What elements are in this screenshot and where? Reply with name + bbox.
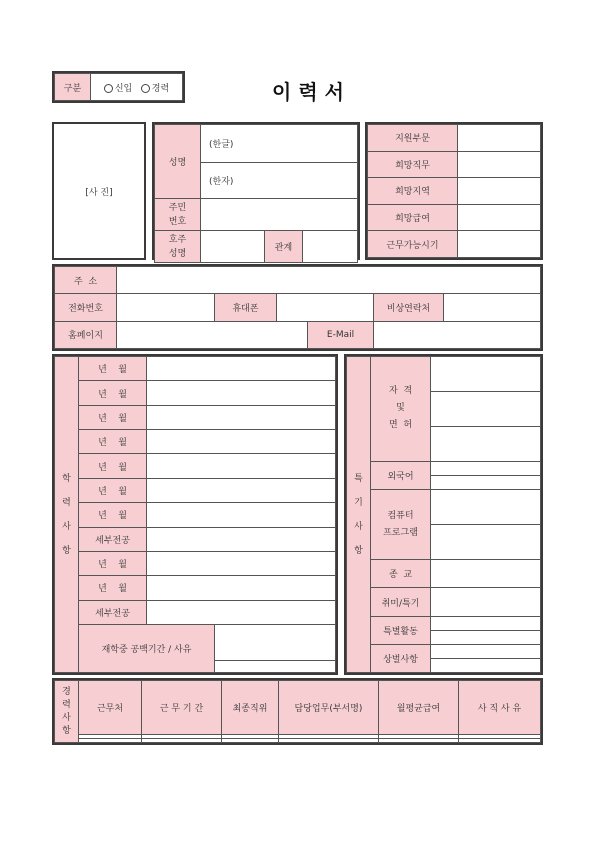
computer-field[interactable] <box>431 489 541 524</box>
education-box <box>52 354 338 675</box>
desired-row-field[interactable] <box>458 231 541 258</box>
desired-row-field[interactable] <box>458 151 541 178</box>
year-month-label: 년 월 <box>79 503 147 527</box>
desired-row-label: 희망직무 <box>368 151 458 178</box>
education-entry-field[interactable] <box>147 454 336 478</box>
name-hanja-field[interactable]: (한자) <box>201 163 358 199</box>
year-month-label: 년 월 <box>79 576 147 600</box>
photo-box <box>52 122 146 260</box>
major-label: 세부전공 <box>79 527 147 551</box>
relation-field[interactable] <box>303 231 358 263</box>
major-field[interactable] <box>147 600 336 624</box>
desired-row-field[interactable] <box>458 125 541 152</box>
option-career-label: 경력 <box>151 83 170 94</box>
desired-row-label: 지원부문 <box>368 125 458 152</box>
awards-label: 상벌사항 <box>371 644 431 672</box>
relation-label: 관계 <box>265 231 303 263</box>
religion-label: 종 교 <box>371 560 431 588</box>
license-field[interactable] <box>431 391 541 426</box>
career-col-position: 최종직위 <box>222 681 279 735</box>
career-cell[interactable] <box>379 739 459 743</box>
career-section-label: 경 력 사 항 <box>55 681 79 743</box>
career-cell[interactable] <box>279 739 379 743</box>
year-month-label: 년 월 <box>79 454 147 478</box>
year-month-label: 년 월 <box>79 551 147 575</box>
activities-field[interactable] <box>431 616 541 630</box>
education-section-label: 학 력 사 항 <box>55 357 79 673</box>
phone-field[interactable] <box>117 294 215 321</box>
computer-label: 컴퓨터 프로그램 <box>371 489 431 559</box>
address-field[interactable] <box>117 267 541 294</box>
education-entry-field[interactable] <box>147 576 336 600</box>
resident-number-label: 주민 번호 <box>155 199 201 231</box>
license-field[interactable] <box>431 357 541 392</box>
foreign-language-field[interactable] <box>431 475 541 489</box>
career-cell[interactable] <box>79 739 142 743</box>
year-month-label: 년 월 <box>79 381 147 405</box>
career-cell[interactable] <box>222 739 279 743</box>
category-options <box>91 74 183 101</box>
career-cell[interactable] <box>142 739 222 743</box>
year-month-label: 년 월 <box>79 357 147 381</box>
hobby-field[interactable] <box>431 588 541 616</box>
desired-row-label: 희망급여 <box>368 204 458 231</box>
document-title: 이 력 서 <box>272 80 344 104</box>
career-col-period: 근 무 기 간 <box>142 681 222 735</box>
foreign-language-label: 외국어 <box>371 461 431 489</box>
name-korean-field[interactable]: (한글) <box>201 125 358 163</box>
career-box <box>52 678 543 745</box>
radio-career[interactable] <box>141 84 150 93</box>
career-col-reason: 사 직 사 유 <box>459 681 541 735</box>
email-label: E-Mail <box>308 321 374 348</box>
category-label: 구분 <box>55 74 91 101</box>
license-field[interactable] <box>431 426 541 461</box>
education-entry-field[interactable] <box>147 405 336 429</box>
desired-row-label: 희망지역 <box>368 178 458 205</box>
emergency-label: 비상연락처 <box>374 294 444 321</box>
option-new-label: 신입 <box>114 83 133 94</box>
education-entry-field[interactable] <box>147 357 336 381</box>
education-entry-field[interactable] <box>147 503 336 527</box>
career-col-salary: 월평균급여 <box>379 681 459 735</box>
resident-number-field[interactable] <box>201 199 358 231</box>
license-label: 자 격 및 면 허 <box>371 357 431 462</box>
major-label: 세부전공 <box>79 600 147 624</box>
year-month-label: 년 월 <box>79 478 147 502</box>
gap-period-fields[interactable] <box>215 625 336 673</box>
religion-field[interactable] <box>431 560 541 588</box>
category-box <box>52 71 185 103</box>
address-label: 주 소 <box>55 267 117 294</box>
awards-field[interactable] <box>431 644 541 658</box>
education-entry-field[interactable] <box>147 478 336 502</box>
activities-field[interactable] <box>431 630 541 644</box>
hobby-label: 취미/특기 <box>371 588 431 616</box>
desired-row-field[interactable] <box>458 204 541 231</box>
phone-label: 전화번호 <box>55 294 117 321</box>
career-col-duties: 담당업무(부서명) <box>279 681 379 735</box>
special-section-label: 특 기 사 항 <box>347 357 371 673</box>
year-month-label: 년 월 <box>79 405 147 429</box>
special-skills-box <box>344 354 543 675</box>
desired-row-field[interactable] <box>458 178 541 205</box>
computer-field[interactable] <box>431 525 541 560</box>
radio-new[interactable] <box>104 84 113 93</box>
career-cell[interactable] <box>459 739 541 743</box>
foreign-language-field[interactable] <box>431 461 541 475</box>
personal-info-box <box>152 122 360 260</box>
mobile-label: 휴대폰 <box>215 294 277 321</box>
education-entry-field[interactable] <box>147 551 336 575</box>
homepage-field[interactable] <box>117 321 308 348</box>
emergency-field[interactable] <box>444 294 541 321</box>
year-month-label: 년 월 <box>79 430 147 454</box>
household-head-field[interactable] <box>201 231 265 263</box>
education-entry-field[interactable] <box>147 430 336 454</box>
gap-period-label: 재학중 공백기간 / 사유 <box>79 625 215 673</box>
photo-label: [사 진] <box>54 124 144 258</box>
household-head-label: 호주 성명 <box>155 231 201 263</box>
desired-position-box <box>365 122 543 260</box>
name-label: 성명 <box>155 125 201 199</box>
activities-label: 특별활동 <box>371 616 431 644</box>
mobile-field[interactable] <box>277 294 374 321</box>
contact-box <box>52 264 543 351</box>
education-entry-field[interactable] <box>147 381 336 405</box>
major-field[interactable] <box>147 527 336 551</box>
homepage-label: 홈페이지 <box>55 321 117 348</box>
email-field[interactable] <box>374 321 541 348</box>
desired-row-label: 근무가능시기 <box>368 231 458 258</box>
awards-field[interactable] <box>431 658 541 672</box>
career-col-workplace: 근무처 <box>79 681 142 735</box>
